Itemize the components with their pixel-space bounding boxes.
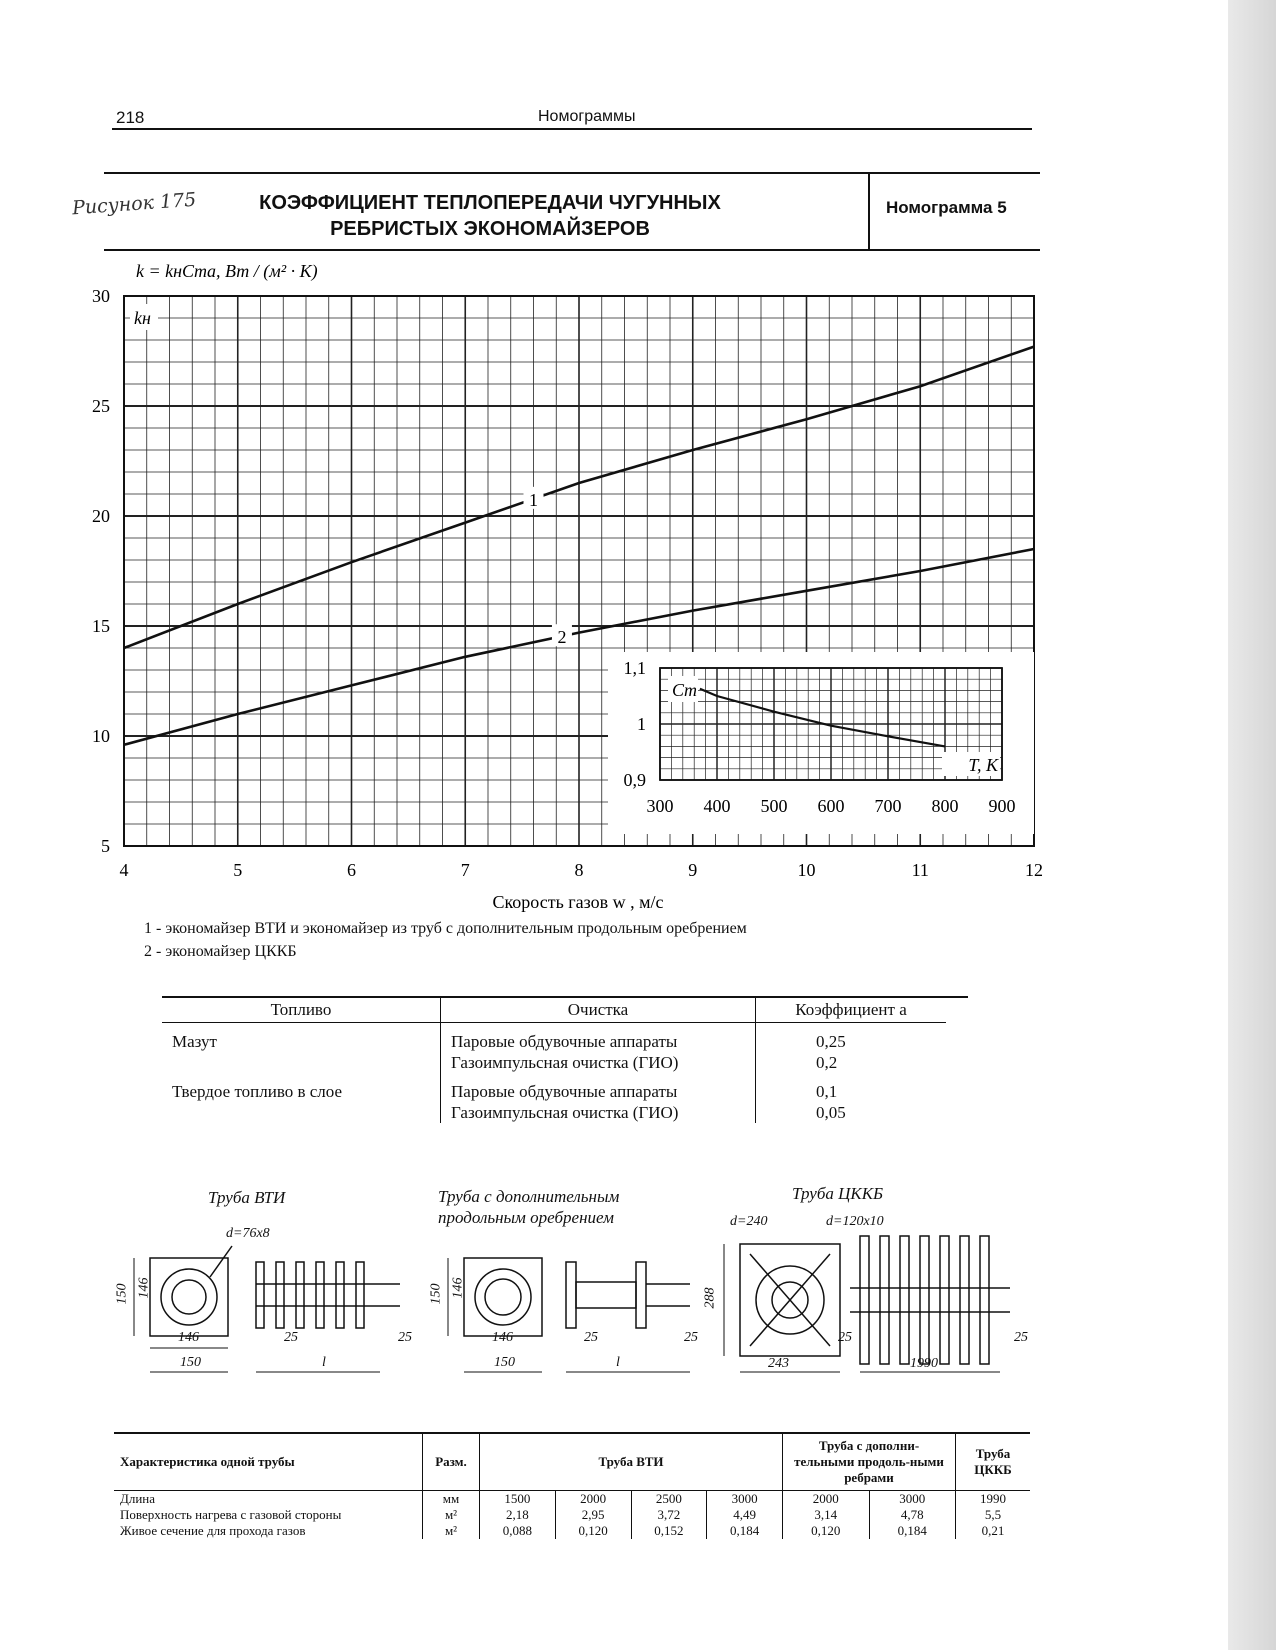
running-header: Номограммы — [538, 108, 636, 125]
y-axis-label: kн — [134, 308, 151, 328]
ckkb-width-label: 243 — [768, 1356, 789, 1371]
inset-x-tick-label: 700 — [874, 796, 902, 816]
x-tick-label: 5 — [233, 860, 243, 880]
ckkb-cell: 0,21 — [956, 1523, 1031, 1539]
x-tick-label: 6 — [347, 860, 356, 880]
characteristic-header: Характеристика одной трубы — [114, 1433, 423, 1491]
cleaning-cell: Газоимпульсная очистка (ГИО) — [451, 1103, 679, 1122]
x-tick-label: 12 — [1025, 860, 1043, 880]
unit-cell: м² — [423, 1507, 480, 1523]
extra-inner-width-label: 146 — [492, 1330, 513, 1345]
vti-gap-b-label: 25 — [398, 1330, 412, 1345]
y-tick-label: 30 — [92, 286, 110, 306]
handwritten-figure-label: Рисунок 175 — [71, 188, 197, 220]
ckkb-length-label: 1990 — [910, 1356, 938, 1371]
y-tick-label: 25 — [92, 396, 110, 416]
extra-cell: 3000 — [869, 1491, 956, 1508]
vti-outer-height-label: 150 — [114, 1283, 130, 1305]
fuel-header: Топливо — [162, 998, 441, 1023]
nomogram-number: Номограмма 5 — [886, 198, 1007, 217]
vti-diameter-label: d=76x8 — [226, 1226, 270, 1241]
y-tick-label: 15 — [92, 616, 110, 636]
vti-side-view — [256, 1262, 400, 1328]
tube-extra-caption-line-1: Труба с дополнительным — [438, 1187, 620, 1206]
extra-cell: 0,184 — [869, 1523, 956, 1539]
x-tick-label: 8 — [574, 860, 584, 880]
vti-cell: 0,120 — [555, 1523, 631, 1539]
coef-cell: 0,25 — [816, 1032, 846, 1051]
page-number: 218 — [116, 108, 145, 127]
vti-cell: 2,18 — [480, 1507, 556, 1523]
x-tick-label: 4 — [119, 860, 129, 880]
x-tick-label: 11 — [911, 860, 929, 880]
vti-header: Труба ВТИ — [480, 1433, 783, 1491]
inset-x-tick-label: 500 — [760, 796, 788, 816]
fuel-cell: Твердое топливо в слое — [172, 1082, 343, 1101]
formula-label: k = kнCтa, Вт / (м² · К) — [136, 261, 318, 281]
inset-y-tick-label: 1 — [637, 714, 646, 734]
inset-x-tick-label: 400 — [703, 796, 731, 816]
ckkb-rib-label: d=120x10 — [826, 1214, 884, 1229]
vti-cell: 0,088 — [480, 1523, 556, 1539]
tube-ckkb-caption: Труба ЦККБ — [792, 1184, 884, 1203]
title-line-1: КОЭФФИЦИЕНТ ТЕПЛОПЕРЕДАЧИ ЧУГУННЫХ — [259, 192, 721, 214]
vti-cell: 2500 — [631, 1491, 707, 1508]
coef-cell: 0,2 — [816, 1053, 838, 1072]
vti-cell: 0,152 — [631, 1523, 707, 1539]
ckkb-height-label: 288 — [702, 1287, 718, 1309]
legend-line-2: 2 - экономайзер ЦККБ — [144, 943, 297, 960]
vti-gap-a-label: 25 — [284, 1330, 298, 1345]
cleaning-cell: Газоимпульсная очистка (ГИО) — [451, 1053, 679, 1072]
unit-cell: мм — [423, 1491, 480, 1508]
unit-cell: м² — [423, 1523, 480, 1539]
vti-inner-height-label: 146 — [136, 1277, 152, 1299]
inset-x-axis-label: T, К — [968, 755, 998, 775]
ckkb-gap-a-label: 25 — [838, 1330, 852, 1345]
inset-y-tick-label: 0,9 — [623, 770, 646, 790]
characteristic-cell: Живое сечение для прохода газов — [120, 1523, 306, 1538]
extra-inner-height-label: 146 — [450, 1277, 466, 1299]
inset-x-tick-label: 300 — [646, 796, 674, 816]
vti-outer-width-label: 150 — [180, 1355, 201, 1370]
table-row — [114, 1491, 1030, 1508]
ckkb-cell: 1990 — [956, 1491, 1031, 1508]
coef-header: Коэффициент a — [756, 998, 947, 1023]
extra-flange-bore — [485, 1279, 521, 1315]
coef-cell: 0,1 — [816, 1082, 838, 1101]
ckkb-gap-b-label: 25 — [1014, 1330, 1028, 1345]
vti-cell: 2,95 — [555, 1507, 631, 1523]
characteristic-cell: Поверхность нагрева с газовой стороны — [120, 1507, 342, 1522]
extra-outer-height-label: 150 — [428, 1283, 444, 1305]
characteristic-cell: Длина — [120, 1491, 156, 1506]
tube-vti-caption: Труба ВТИ — [208, 1188, 286, 1207]
ckkb-diameter-label: d=240 — [730, 1214, 768, 1229]
unit-header: Разм. — [423, 1433, 480, 1491]
extra-gap-a-label: 25 — [584, 1330, 598, 1345]
x-tick-label: 10 — [797, 860, 816, 880]
fuel-cell: Мазут — [172, 1032, 217, 1051]
vti-flange-bore — [172, 1280, 206, 1314]
extra-side-view — [566, 1262, 690, 1328]
y-tick-label: 10 — [92, 726, 110, 746]
extra-cell: 0,120 — [783, 1523, 870, 1539]
vti-inner-width-label: 146 — [178, 1330, 199, 1345]
extra-length-label: l — [616, 1355, 620, 1370]
y-tick-label: 5 — [101, 836, 110, 856]
vti-cell: 3000 — [707, 1491, 783, 1508]
x-axis-label: Скорость газов w , м/с — [492, 892, 664, 912]
title-line-2: РЕБРИСТЫХ ЭКОНОМАЙЗЕРОВ — [330, 218, 650, 240]
extra-cell: 2000 — [783, 1491, 870, 1508]
page-edge-shadow — [1228, 0, 1276, 1650]
vti-cell: 1500 — [480, 1491, 556, 1508]
vti-flange-outer-circle — [161, 1269, 217, 1325]
x-tick-label: 7 — [460, 860, 470, 880]
cleaning-cell: Паровые обдувочные аппараты — [451, 1082, 678, 1101]
extra-outer-width-label: 150 — [494, 1355, 515, 1370]
inset-x-tick-label: 900 — [988, 796, 1016, 816]
table-row — [114, 1523, 1030, 1539]
series-label-1: 1 — [529, 489, 538, 510]
series-label-2: 2 — [557, 627, 567, 648]
inset-x-tick-label: 600 — [817, 796, 845, 816]
inset-y-axis-label: Cт — [672, 680, 698, 700]
ckkb-header: Труба ЦККБ — [956, 1433, 1031, 1491]
legend-line-1: 1 - экономайзер ВТИ и экономайзер из труб с дополнительным продольным оребрением — [144, 920, 747, 937]
coef-cell: 0,05 — [816, 1103, 846, 1122]
inset-x-tick-label: 800 — [931, 796, 959, 816]
tube-extra-caption-line-2: продольным оребрением — [438, 1208, 614, 1227]
extra-cell: 4,78 — [869, 1507, 956, 1523]
y-tick-label: 20 — [92, 506, 110, 526]
ckkb-cell: 5,5 — [956, 1507, 1031, 1523]
cleaning-cell: Паровые обдувочные аппараты — [451, 1032, 678, 1051]
vti-length-label: l — [322, 1355, 326, 1370]
x-tick-label: 9 — [688, 860, 698, 880]
ckkb-side-view — [850, 1236, 1010, 1364]
extra-gap-b-label: 25 — [684, 1330, 698, 1345]
tube-properties-table — [114, 1432, 1030, 1539]
vti-cell: 3,72 — [631, 1507, 707, 1523]
vti-cell: 4,49 — [707, 1507, 783, 1523]
vti-cell: 2000 — [555, 1491, 631, 1508]
extra-cell: 3,14 — [783, 1507, 870, 1523]
extra-header: Труба с дополни-тельными продоль-ными ребрами — [783, 1433, 956, 1491]
inset-y-tick-label: 1,1 — [623, 658, 646, 678]
vti-cell: 0,184 — [707, 1523, 783, 1539]
table-row — [114, 1507, 1030, 1523]
cleaning-header: Очистка — [441, 998, 756, 1023]
extra-flange-outer-circle — [475, 1269, 531, 1325]
